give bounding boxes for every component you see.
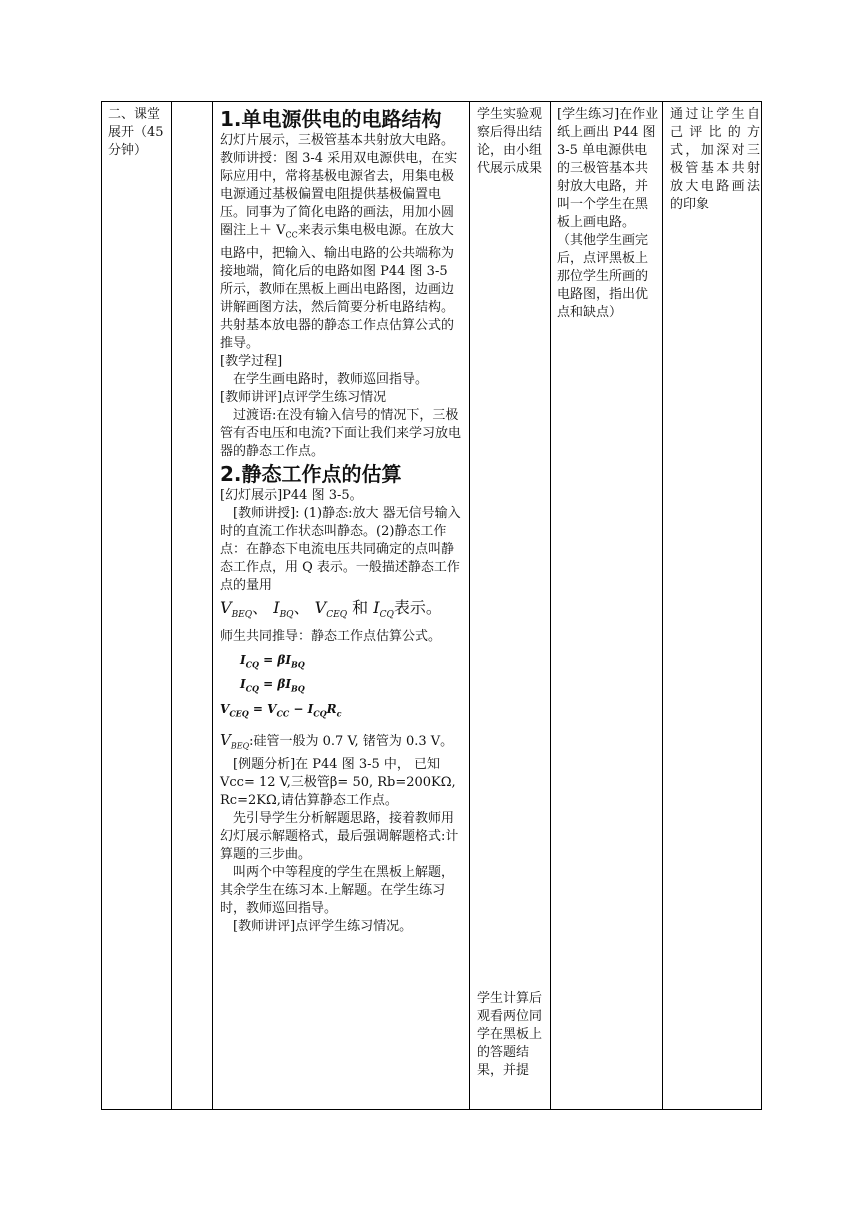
student-activity-cell [477,106,549,178]
formula-block [220,650,463,723]
paragraph: 幻灯片展示，三极管基本共射放大电路。 [220,133,455,148]
column-divider [550,102,551,1109]
practice-note: （其他学生画完后，点评黑板上那位学生所画的电路图，指出优点和缺点） [557,233,649,320]
lesson-plan-table [101,101,762,1110]
paragraph: [教师讲评]点评学生练习情况。 [233,918,413,934]
paragraph: [教师讲授]: (1)静态:放大 器无信号输入时的直流工作状态叫静态。(2)静态工作点：在静态下电流电压共同确定的点叫静态工作点，用 Q 表示。一般描述静态工作点的量用 [220,505,461,593]
design-intent-cell [670,106,760,214]
paragraph: 叫两个中等程度的学生在黑板上解题，其余学生在练习本.上解题。在学生练习时，教师巡回指导。 [220,864,455,916]
section-title: 二、课堂展开（45分钟） [108,107,164,158]
paragraph: 在学生画电路时，教师巡回指导。 [233,371,429,387]
paragraph: [教学过程] [220,353,283,369]
student-activity-top: 学生实验观察后得出结论，由小组代展示成果 [477,107,543,176]
heading-circuit-structure: 1.单电源供电的电路结构 [220,107,442,131]
student-activity-bottom: 学生计算后观看两位同学在黑板上的答题结果，并提 [477,991,543,1078]
formula-line: $I_{CQ} = \beta I_{BQ}$ [240,677,305,694]
paragraph: 过渡语:在没有输入信号的情况下，三极管有否电压和电流?下面让我们来学习放电器的静态工作点。 [220,407,461,459]
section-cell [108,106,172,160]
paragraph: [教师讲评]点评学生练习情况 [220,389,387,405]
paragraph: [幻灯展示]P44 图 3-5。 [220,487,363,503]
column-divider [171,102,172,1109]
heading-static-point: 2.静态工作点的估算 [220,461,402,486]
column-divider [469,102,470,1109]
paragraph: 先引导学生分析解题思路，接着教师用幻灯展示解题格式，最后强调解题格式:计算题的三步曲。 [220,810,459,862]
practice-text: [学生练习]在作业纸上画出 P44 图 3-5 单电源供电的三极管基本共射放大电路，并叫一个学生在黑板上画电路。 [557,107,659,230]
paragraph: 共射基本放电器的静态工作点估算公式的推导。 [220,317,455,351]
practice-cell [557,106,659,322]
column-divider [212,102,213,1109]
formula-line: $I_{CQ} = \beta I_{BQ}$ [240,652,305,670]
paragraph: [例题分析]在 P44 图 3-5 中， 已知 Vcc= 12 V,三极管β= 50, Rb=200KΩ, Rc=2KΩ,请估算静态工作点。 [220,756,456,808]
paragraph: $V_{BEQ}$:硅管一般为 0.7 V, 锗管为 0.3 V。 [220,730,454,751]
paragraph: 教师讲授：图 3-4 采用双电源供电，在实际应用中，常将基极电源省去，用集电极电源通过基极偏置电阻提供基极偏置电压。同事为了简化电路的画法，用加小圆圈注上＋ $V_{CC}$来表示集电极电源。在放大电路中，把输入、输出电路的公共端称为接地端，简化后的电路如图 P44 图 3-5 所示，教师在黑板上画出电路图，边画边讲解画图方法，然后简要分析电路结构。 [220,151,458,315]
teaching-content-cell [220,106,463,936]
paragraph: 师生共同推导：静态工作点估算公式。 [220,628,442,644]
formula-line: $V_{CEQ} = V_{CC} - I_{CQ}R_c$ [220,701,342,718]
design-intent-text: 通过让学生自己评比的方式，加深对三极管基本共射放大电路画法的印象 [670,107,760,212]
column-divider [662,102,663,1109]
quantity-list: $V_{BEQ}$、 $I_{BQ}$、 $V_{CEQ}$ 和 $I_{CQ}$表示。 [220,597,442,620]
